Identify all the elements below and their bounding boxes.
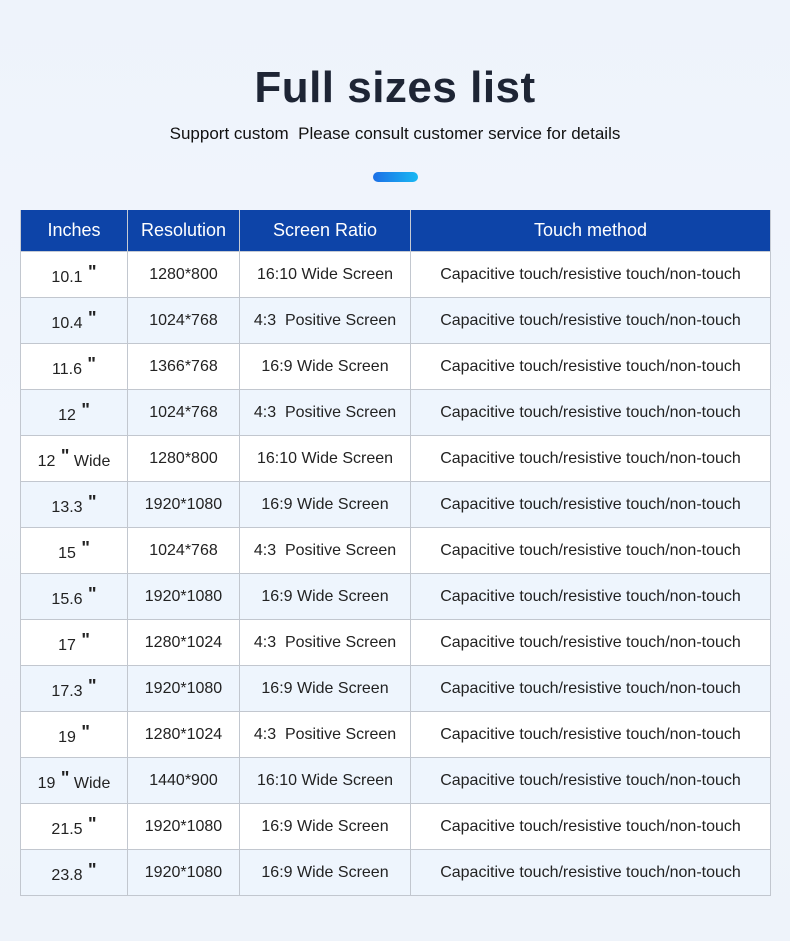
inch-mark: " (88, 676, 97, 696)
inches-value: 19 (58, 729, 76, 746)
cell-inches (21, 252, 128, 298)
cell-touch-method: Capacitive touch/resistive touch/non-touch (411, 390, 771, 436)
table-row (21, 298, 771, 344)
cell-resolution: 1920*1080 (128, 804, 240, 850)
cell-touch-method: Capacitive touch/resistive touch/non-touch (411, 482, 771, 528)
cell-resolution: 1280*800 (128, 436, 240, 482)
inch-mark: " (60, 768, 70, 788)
sizes-table (20, 210, 771, 896)
cell-touch-method: Capacitive touch/resistive touch/non-touch (411, 620, 771, 666)
cell-inches (21, 344, 128, 390)
cell-inches (21, 436, 128, 482)
inch-mark: " (88, 860, 97, 880)
cell-resolution: 1920*1080 (128, 574, 240, 620)
inch-mark: " (81, 400, 90, 420)
cell-inches (21, 390, 128, 436)
inches-value: 15.6 (51, 591, 83, 608)
table-row (21, 712, 771, 758)
inches-value: 12 (58, 407, 76, 424)
cell-resolution: 1440*900 (128, 758, 240, 804)
inches-value: 17 (58, 637, 76, 654)
table-row (21, 620, 771, 666)
cell-screen-ratio: 4:3 Positive Screen (240, 528, 411, 574)
cell-resolution: 1280*800 (128, 252, 240, 298)
cell-screen-ratio: 4:3 Positive Screen (240, 298, 411, 344)
cell-screen-ratio: 4:3 Positive Screen (240, 390, 411, 436)
table-row (21, 666, 771, 712)
cell-touch-method: Capacitive touch/resistive touch/non-touch (411, 528, 771, 574)
accent-bar (373, 172, 418, 182)
inch-mark: " (81, 722, 90, 742)
table-row (21, 390, 771, 436)
table-header-row (21, 210, 771, 252)
cell-touch-method: Capacitive touch/resistive touch/non-touch (411, 344, 771, 390)
inch-mark: " (88, 492, 97, 512)
cell-screen-ratio: 16:9 Wide Screen (240, 804, 411, 850)
page-title: Full sizes list (254, 63, 536, 112)
inch-mark: " (60, 446, 70, 466)
cell-touch-method: Capacitive touch/resistive touch/non-touch (411, 758, 771, 804)
cell-touch-method: Capacitive touch/resistive touch/non-touch (411, 298, 771, 344)
column-header-resolution: Resolution (128, 210, 240, 252)
cell-screen-ratio: 16:10 Wide Screen (240, 252, 411, 298)
cell-inches (21, 758, 128, 804)
cell-screen-ratio: 16:9 Wide Screen (240, 574, 411, 620)
inch-mark: " (81, 630, 90, 650)
cell-resolution: 1280*1024 (128, 620, 240, 666)
inches-suffix: Wide (69, 453, 111, 470)
table-row (21, 482, 771, 528)
inch-mark: " (88, 814, 97, 834)
inches-value: 10.4 (51, 315, 83, 332)
cell-inches (21, 712, 128, 758)
table-row (21, 758, 771, 804)
inches-value: 21.5 (51, 821, 83, 838)
cell-inches (21, 482, 128, 528)
column-header-screen-ratio: Screen Ratio (240, 210, 411, 252)
table-body (21, 252, 771, 896)
column-header-inches: Inches (21, 210, 128, 252)
cell-resolution: 1280*1024 (128, 712, 240, 758)
cell-touch-method: Capacitive touch/resistive touch/non-touch (411, 574, 771, 620)
inch-mark: " (88, 308, 97, 328)
cell-screen-ratio: 16:10 Wide Screen (240, 758, 411, 804)
table-row (21, 528, 771, 574)
inches-value: 15 (58, 545, 76, 562)
table-row (21, 804, 771, 850)
cell-resolution: 1920*1080 (128, 666, 240, 712)
cell-touch-method: Capacitive touch/resistive touch/non-touch (411, 252, 771, 298)
cell-touch-method: Capacitive touch/resistive touch/non-touch (411, 436, 771, 482)
cell-screen-ratio: 4:3 Positive Screen (240, 620, 411, 666)
cell-inches (21, 574, 128, 620)
cell-resolution: 1366*768 (128, 344, 240, 390)
cell-screen-ratio: 4:3 Positive Screen (240, 712, 411, 758)
cell-screen-ratio: 16:10 Wide Screen (240, 436, 411, 482)
table-row (21, 344, 771, 390)
inches-value: 11.6 (52, 361, 82, 378)
cell-resolution: 1024*768 (128, 390, 240, 436)
table-row (21, 574, 771, 620)
inches-value: 13.3 (51, 499, 83, 516)
inches-value: 12 (37, 453, 56, 470)
cell-screen-ratio: 16:9 Wide Screen (240, 482, 411, 528)
cell-resolution: 1024*768 (128, 298, 240, 344)
cell-inches (21, 804, 128, 850)
inches-value: 17.3 (51, 683, 83, 700)
inches-suffix: Wide (69, 775, 111, 792)
table-row (21, 850, 771, 896)
inch-mark: " (88, 584, 97, 604)
cell-touch-method: Capacitive touch/resistive touch/non-touch (411, 712, 771, 758)
cell-inches (21, 850, 128, 896)
inch-mark: " (88, 262, 97, 282)
cell-screen-ratio: 16:9 Wide Screen (240, 344, 411, 390)
cell-inches (21, 298, 128, 344)
cell-inches (21, 666, 128, 712)
cell-touch-method: Capacitive touch/resistive touch/non-touch (411, 804, 771, 850)
cell-resolution: 1920*1080 (128, 850, 240, 896)
cell-screen-ratio: 16:9 Wide Screen (240, 850, 411, 896)
cell-resolution: 1024*768 (128, 528, 240, 574)
cell-resolution: 1920*1080 (128, 482, 240, 528)
page-subtitle: Support custom Please consult customer service for details (169, 124, 621, 143)
column-header-touch-method: Touch method (411, 210, 771, 252)
inch-mark: " (81, 538, 90, 558)
inches-value: 10.1 (51, 269, 83, 286)
table-row (21, 252, 771, 298)
inch-mark: " (87, 354, 96, 374)
cell-touch-method: Capacitive touch/resistive touch/non-touch (411, 850, 771, 896)
cell-inches (21, 620, 128, 666)
cell-screen-ratio: 16:9 Wide Screen (240, 666, 411, 712)
inches-value: 19 (37, 775, 56, 792)
table-row (21, 436, 771, 482)
cell-inches (21, 528, 128, 574)
cell-touch-method: Capacitive touch/resistive touch/non-touch (411, 666, 771, 712)
inches-value: 23.8 (51, 867, 83, 884)
